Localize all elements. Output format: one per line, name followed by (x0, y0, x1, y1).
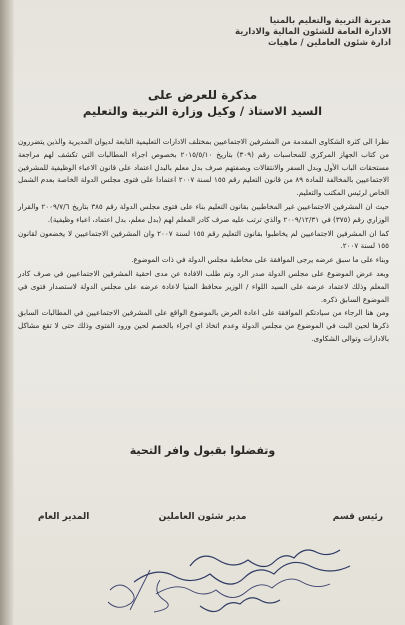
signature-personnel-manager: مدير شئون العاملين (158, 512, 247, 522)
signature-head-of-section: رئيس قسم (332, 512, 383, 522)
letterhead-line-2: الادارة العامة للشئون المالية والادارية (235, 27, 391, 37)
handwritten-annotation (40, 540, 370, 620)
memo-addressee: السيد الاستاذ / وكيل وزارة التربية والتعليم (82, 104, 323, 118)
memo-subject: مذكرة للعرض على (147, 88, 258, 102)
letterhead-line-1: مديرية التربية والتعليم بالمنيا (269, 16, 391, 26)
memo-body (18, 136, 389, 347)
letterhead (221, 16, 391, 49)
letterhead-line-3: ادارة شئون العاملين / ماهيات (268, 38, 391, 48)
body-paragraph-4: وبناء على ما سبق عرضه يرجى الموافقة على مخاطبة مجلس الدولة في ذات الموضوع. (131, 255, 389, 265)
signature-general-manager: المدير العام (38, 512, 90, 522)
body-paragraph-2: حيث ان المشرفين الاجتماعيين غير المخاطبين بقانون التعليم بناء على فتوى مجلس الدولة رقم ٣٨٥ بتاريخ ٢٠٠٩/٧/٦ والقرار الوزاري رقم (٣٧٥) في ٢٠٠٩/١٢/٣١ والذي ترتب عليه صرف كادر المعلم لهم (بدل معلم، بدل اعتماد، اعباء وظيفية). (18, 201, 390, 224)
body-paragraph-1: نظرا الى كثرة الشكاوى المقدمة من المشرفين الاجتماعيين بمختلف الادارات التعليمية التابعة لديوان المديرية والذين يتضررون من كتاب الجهاز المركزي للمحاسبات رقم (٣٠٩) بتاريخ ٢٠١٥/٥/١٠ بخصوص اجراء المطالبات التي تكشف لهم مراجعة مستحقات الباب الأول وبدل السفر والانتقالات وبصفتهم صرف بدل معلم بالبدل اعتماد على قانون الاعباء الوظيفية للمشرفين الاجتماعيين بالمخالفة للمادة ٨٩ من قانون التعليم رقم ١٥٥ لسنة ٢٠٠٧ اعتمادا على فتوى مجلس الدولة الخاصة بعدم الشمل الخاص لرئيس المكتب والتعليم. (18, 137, 390, 198)
body-paragraph-5: وبعد عرض الموضوع على مجلس الدولة صدر الرد وتم طلب الافادة عن مدى احقية المشرفين الاجتماعيين في صرف كادر المعلم وذلك لاعتماد عرضه على السيد اللواء / الوزير محافظ المنيا لاعادة عرضه على مجلس الدولة لاستصدار فتوى في الموضوع السابق ذكره. (18, 268, 389, 304)
body-paragraph-3: كما ان المشرفين الاجتماعيين لم يخاطبوا بقانون التعليم رقم ١٥٥ لسنة ٢٠٠٧ وان المشرفين الاجتماعيين لا يخضعون لقانون ١٥٥ لسنة ٢٠٠٧. (18, 228, 389, 251)
body-paragraph-6: ومن هنا الرجاء من سيادتكم الموافقة على اعادة العرض بالموضوع الواقع على المشرفين الاجتماعيين في المطالبات السابق ذكرها لحين البت في الموضوع من مجلس الدولة وعدم اتخاذ اي اجراء بالخصم لحين ورود الفتوى وذلك حتى لا تقع مشاكل بالادارات وتوالى الشكاوى. (18, 308, 389, 343)
closing-salutation: وتفضلوا بقبول وافر التحية (129, 444, 276, 457)
